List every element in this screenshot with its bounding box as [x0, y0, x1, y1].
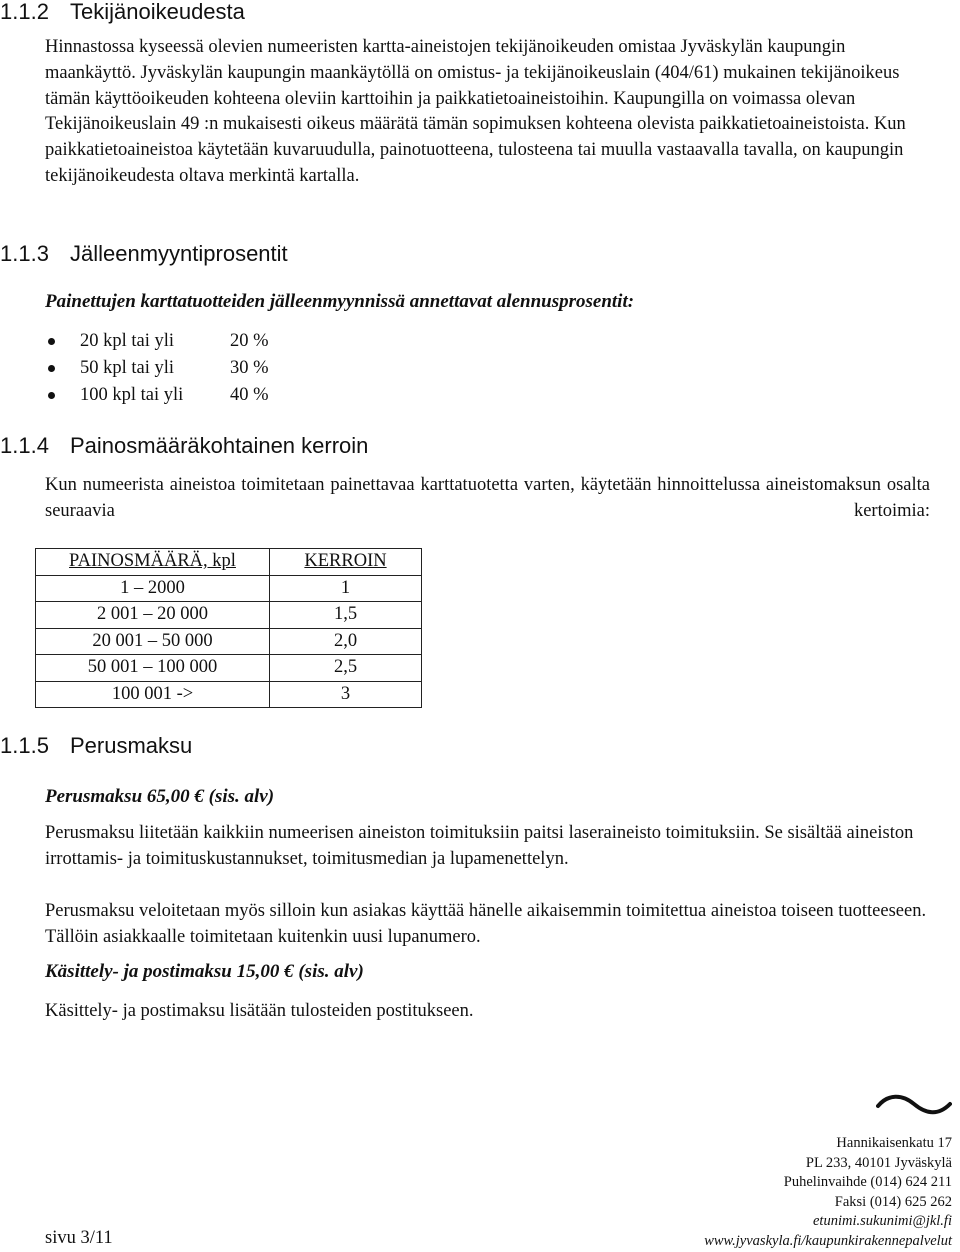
cell-multiplier: 2,5 [270, 655, 422, 682]
percentage: 30 % [230, 358, 269, 378]
base-fee-paragraph-1: Perusmaksu liitetään kaikkiin numeerisen aineiston toimituksiin paitsi laseraineisto toimituksiin. Se sisältää aineiston irrottamis- ja toimituskustannukset, toimitusmedian ja lupamenettelyn. [45, 823, 914, 869]
copyright-paragraph: Hinnastossa kyseessä olevien numeeristen kartta-aineistojen tekijänoikeuden omistaa Jyväskylän kaupungin maankäyttö. Jyväskylän kaupungin maankäytöllä on omistus- ja tekijänoikeuslain (404/61) mukainen tekijänoikeus tämän käyttöoikeuden kohteena oleviin karttoihin ja paikkatietoaineistoihin. Kaupungilla on voimassa olevan Tekijänoikeuslain 49 :n mukaisesti oikeus määrätä tämän sopimuksen kohteena olevista paikkatietoaineistoista. Kun paikkatietoaineistoa käytetään kuvaruudulla, painotuotteena, tulosteena tai muulla vastaavalla tavalla, on kaupungin tekijänoikeudesta oltava merkintä kartalla. [45, 37, 906, 186]
quantity: 100 kpl tai yli [80, 385, 184, 405]
address-email: etunimi.sukunimi@jkl.fi [813, 1213, 952, 1230]
address-fax: Faksi (014) 625 262 [834, 1193, 952, 1210]
contact-address [784, 1134, 952, 1232]
section-number: 1.1.2 [0, 0, 49, 24]
cell-multiplier: 2,0 [270, 628, 422, 655]
page-number: sivu 3/11 [45, 1228, 113, 1248]
discount-list [45, 328, 269, 409]
multiplier-paragraph [45, 473, 930, 525]
cell-print-run: 50 001 – 100 000 [36, 655, 270, 682]
header-print-run: PAINOSMÄÄRÄ, kpl [36, 549, 270, 576]
discount-subtitle: Painettujen karttatuotteiden jälleenmyynnissä annettavat alennusprosentit: [45, 291, 635, 312]
section-title: Painosmääräkohtainen kerroin [70, 433, 369, 458]
quantity: 50 kpl tai yli [80, 358, 175, 378]
quantity: 20 kpl tai yli [80, 331, 175, 351]
cell-multiplier: 1 [270, 575, 422, 602]
cell-print-run: 2 001 – 20 000 [36, 602, 270, 629]
handling-fee-paragraph: Käsittely- ja postimaksu lisätään tulosteiden postitukseen. [45, 1001, 474, 1021]
multiplier-table [35, 548, 422, 708]
cell-print-run: 20 001 – 50 000 [36, 628, 270, 655]
section-number: 1.1.4 [0, 433, 49, 458]
address-street: Hannikaisenkatu 17 [836, 1135, 952, 1151]
section-title: Perusmaksu [70, 733, 193, 758]
section-heading-1-1-5 [0, 733, 192, 759]
list-item [45, 382, 269, 409]
table-row [36, 681, 422, 708]
list-item [45, 355, 269, 382]
section-heading-1-1-4 [0, 433, 368, 459]
table-header-row [36, 549, 422, 576]
percentage: 20 % [230, 331, 269, 351]
percentage: 40 % [230, 385, 269, 405]
table-row [36, 575, 422, 602]
section-title: Jälleenmyyntiprosentit [70, 241, 288, 266]
section-heading-1-1-2 [0, 0, 245, 25]
section-title: Tekijänoikeudesta [70, 0, 245, 24]
list-item [45, 328, 269, 355]
cell-multiplier: 1,5 [270, 602, 422, 629]
table-row [36, 655, 422, 682]
address-po-box: PL 233, 40101 Jyväskylä [805, 1154, 952, 1171]
cell-multiplier: 3 [270, 681, 422, 708]
cell-print-run: 1 – 2000 [36, 575, 270, 602]
section-number: 1.1.3 [0, 241, 49, 266]
base-fee-paragraph-2: Perusmaksu veloitetaan myös silloin kun asiakas käyttää hänelle aikaisemmin toimitettua aineistoa toiseen tuotteeseen. Tällöin asiakkaalle toimitetaan kuitenkin uusi lupanumero. [45, 901, 927, 947]
handling-fee-subtitle: Käsittely- ja postimaksu 15,00 € (sis. alv) [45, 961, 364, 982]
address-phone: Puhelinvaihde (014) 624 211 [783, 1174, 952, 1191]
website-link[interactable]: www.jyvaskyla.fi/kaupunkirakennepalvelut [704, 1233, 952, 1249]
city-logo-wave-icon [876, 1090, 952, 1120]
base-fee-subtitle: Perusmaksu 65,00 € (sis. alv) [45, 786, 275, 807]
header-multiplier: KERROIN [270, 549, 422, 576]
section-number: 1.1.5 [0, 733, 49, 758]
cell-print-run: 100 001 -> [36, 681, 270, 708]
multiplier-text: Kun numeerista aineistoa toimitetaan painettavaa karttatuotetta varten, käytetään hinnoittelussa aineistomaksun osalta seuraavia kertoimia: [45, 475, 930, 521]
table-row [36, 628, 422, 655]
section-heading-1-1-3 [0, 241, 288, 267]
table-row [36, 602, 422, 629]
